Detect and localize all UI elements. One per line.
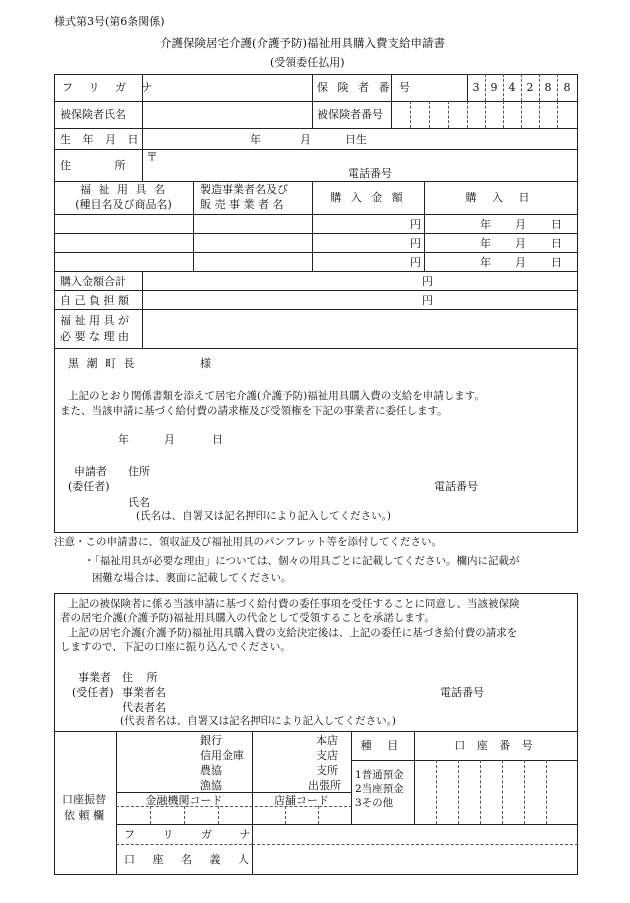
amount-header: 購 入 金 額	[330, 191, 406, 204]
insurer-digit: 8	[563, 81, 571, 94]
addressee-suffix: 様	[200, 357, 211, 370]
application-text-1: 上記のとおり関係書類を添えて居宅介護(介護予防)福祉用具購入費の支給を申請します。	[68, 390, 485, 402]
kind-header: 種 目	[360, 739, 405, 752]
self-pay-label: 自 己 負 担 額	[60, 294, 129, 307]
reason-label-line2: 必 要 な 理 由	[60, 330, 129, 343]
form-subtitle: (受領委任払用)	[270, 56, 345, 69]
applicant-sub-label: (委任者)	[68, 480, 110, 493]
business-name-label: 事業者名	[122, 686, 166, 699]
birthdate-label: 生 年 月 日	[60, 133, 143, 146]
applicant-phone-label: 電話番号	[434, 480, 478, 493]
month-label: 月	[515, 256, 526, 269]
agency-text-4: しますので、下記の口座に振り込んでください。	[60, 641, 291, 653]
year-label: 年	[480, 256, 491, 269]
branch-main: 本店	[316, 734, 338, 747]
business-phone-label: 電話番号	[440, 686, 484, 699]
year-label: 年	[480, 218, 491, 231]
branch-sub: 支所	[316, 764, 338, 777]
type-fishery-coop: 漁協	[200, 779, 222, 792]
reason-label-line1: 福 祉 用 具 が	[60, 314, 129, 327]
business-address-label: 住 所	[122, 671, 158, 684]
note-1: 注意・この申請書に、領収証及び福祉用具のパンフレット等を添付してください。	[54, 536, 442, 548]
insurer-digit: 8	[544, 81, 552, 94]
insurer-digit: 4	[508, 81, 516, 94]
yen-label: 円	[410, 237, 421, 250]
note-3: 困難な場合は、裏面に記載してください。	[92, 572, 292, 584]
postal-mark: 〒	[146, 150, 159, 164]
year-label: 年	[480, 237, 491, 250]
addressee: 黒 潮 町 長	[68, 357, 137, 370]
insurer-digit: 9	[490, 81, 498, 94]
applicant-name-label: 氏名	[128, 496, 150, 509]
total-yen-label: 円	[422, 275, 433, 288]
date-header: 購 入 日	[465, 191, 536, 204]
month-label: 月	[515, 237, 526, 250]
yen-label: 円	[410, 256, 421, 269]
kind-current: 2当座預金	[355, 783, 404, 795]
form-number: 様式第3号(第6条関係)	[54, 15, 165, 28]
yen-label: 円	[410, 218, 421, 231]
item-name-header: 福 祉 用 具 名	[80, 183, 167, 196]
kind-ordinary: 1普通預金	[355, 769, 404, 781]
birth-day-label: 日生	[345, 133, 367, 146]
representative-label: 代表者名	[122, 701, 166, 714]
bank-code-label: 金融機関コード	[145, 794, 223, 807]
branch-office: 出張所	[308, 779, 341, 792]
holder-furigana-label: フ リ ガ ナ	[124, 828, 263, 841]
agency-text-1: 上記の被保険者に係る当該申請に基づく給付費の委任事項を受任することに同意し、当該被保険	[68, 598, 520, 610]
account-number-header: 口 座 番 号	[454, 739, 537, 752]
phone-label: 電話番号	[348, 167, 392, 180]
furigana-label: フ リ ガ ナ	[62, 81, 159, 94]
birth-month-label: 月	[300, 133, 311, 146]
insured-name-label: 被保険者氏名	[60, 108, 126, 121]
month-label: 月	[515, 218, 526, 231]
day-label: 日	[551, 218, 562, 231]
maker-header: 製造事業者名及び	[200, 183, 288, 196]
insured-number-label: 被保険者番号	[317, 108, 383, 121]
branch-branch: 支店	[316, 749, 338, 762]
insurer-digit: 3	[472, 81, 480, 94]
application-day-label: 日	[212, 433, 223, 446]
applicant-label: 申請者	[74, 465, 107, 478]
representative-note: (代表者名は、自署又は記名押印により記入してください。)	[120, 715, 396, 727]
applicant-address-label: 住所	[128, 465, 150, 478]
agency-text-2: 者の居宅介護(介護予防)福祉用具購入の代金として受領することを承諾します。	[60, 612, 435, 624]
day-label: 日	[551, 256, 562, 269]
insurer-number-label: 保 険 者 番 号	[317, 81, 413, 94]
application-year-label: 年	[118, 433, 129, 446]
transfer-label-2: 依 頼 欄	[64, 809, 104, 822]
note-2: ・「福祉用具が必要な理由」については、個々の用具ごとに記載してください。欄内に記載が	[84, 555, 520, 567]
type-bank: 銀行	[200, 734, 222, 747]
item-name-subheader: (種目名及び商品名)	[75, 198, 172, 211]
application-text-2: また、当該申請に基づく給付費の請求権及び受領権を下記の事業者に委任します。	[60, 405, 448, 417]
address-label: 住 所	[60, 159, 126, 172]
account-holder-label: 口 座 名 義 人	[124, 853, 256, 866]
transfer-label-1: 口座振替	[62, 793, 106, 806]
form-title: 介護保険居宅介護(介護予防)福祉用具購入費支給申請書	[160, 36, 445, 50]
application-month-label: 月	[164, 433, 175, 446]
self-pay-yen-label: 円	[422, 294, 433, 307]
kind-other: 3その他	[355, 797, 394, 809]
agency-text-3: 上記の居宅介護(介護予防)福祉用具購入費の支給決定後は、上記の委任に基づき給付費の請求を	[68, 627, 518, 639]
branch-code-label: 店舗コード	[274, 794, 329, 807]
type-agri-coop: 農協	[200, 764, 222, 777]
applicant-name-note: (氏名は、自署又は記名押印により記入してください。)	[136, 510, 391, 522]
type-credit-union: 信用金庫	[200, 749, 244, 762]
birth-year-label: 年	[250, 133, 261, 146]
business-sub-label: (受任者)	[72, 686, 114, 699]
business-label: 事業者	[78, 671, 111, 684]
insurer-digit: 2	[526, 81, 534, 94]
total-label: 購入金額合計	[60, 275, 126, 288]
day-label: 日	[551, 237, 562, 250]
seller-header: 販 売 事 業 者 名	[200, 198, 284, 211]
